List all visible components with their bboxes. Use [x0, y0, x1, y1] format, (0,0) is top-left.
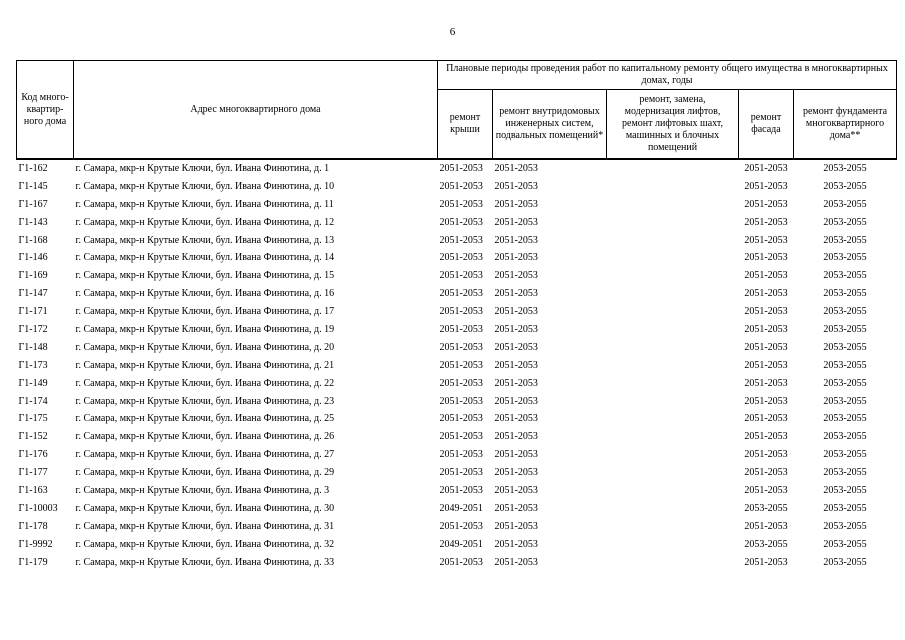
- cell-facade: 2051-2053: [744, 431, 788, 443]
- cell-facade: 2053-2055: [744, 538, 788, 550]
- cell-lifts: [607, 232, 739, 250]
- cell-code: Г1-172: [18, 323, 48, 335]
- cell-foundation: 2053-2055: [823, 234, 867, 246]
- cell-systems: 2051-2053: [494, 359, 538, 371]
- cell-address: г. Самара, мкр-н Крутые Ключи, бул. Ивана Финютина, д. 31: [75, 520, 335, 532]
- table-row: [17, 321, 897, 339]
- table-row: [17, 285, 897, 303]
- cell-address: г. Самара, мкр-н Крутые Ключи, бул. Ивана Финютина, д. 13: [75, 234, 335, 246]
- table-row: [17, 249, 897, 267]
- cell-foundation: 2053-2055: [823, 323, 867, 335]
- cell-roof: 2051-2053: [438, 159, 493, 178]
- cell-roof: 2049-2051: [439, 502, 483, 514]
- cell-systems: 2051-2053: [494, 180, 538, 192]
- cell-facade: 2051-2053: [739, 159, 794, 178]
- cell-lifts: [607, 285, 739, 303]
- header-facade: ремонт фасада: [739, 90, 794, 160]
- cell-code: Г1-179: [18, 556, 48, 568]
- cell-code: Г1-147: [18, 288, 48, 300]
- cell-roof: 2051-2053: [439, 449, 483, 461]
- cell-facade: 2051-2053: [744, 395, 788, 407]
- cell-foundation: 2053-2055: [823, 252, 867, 264]
- cell-lifts: [607, 410, 739, 428]
- cell-systems: 2051-2053: [494, 216, 538, 228]
- table-row: [17, 232, 897, 250]
- cell-facade: 2051-2053: [744, 449, 788, 461]
- cell-lifts: [607, 178, 739, 196]
- cell-foundation: 2053-2055: [823, 538, 867, 550]
- table-row: [17, 464, 897, 482]
- cell-code: Г1-174: [18, 395, 48, 407]
- cell-facade: 2051-2053: [744, 216, 788, 228]
- cell-code: Г1-163: [18, 484, 48, 496]
- cell-systems: 2051-2053: [494, 413, 538, 425]
- cell-foundation: 2053-2055: [823, 270, 867, 282]
- cell-systems: 2051-2053: [494, 449, 538, 461]
- cell-address: г. Самара, мкр-н Крутые Ключи, бул. Ивана Финютина, д. 29: [75, 467, 335, 479]
- cell-lifts: [607, 339, 739, 357]
- cell-code: Г1-168: [18, 234, 48, 246]
- header-lifts: ремонт, замена, модернизация лифтов, ремонт лифтовых шахт, машинных и блочных помещений: [607, 90, 739, 160]
- cell-lifts: [607, 159, 739, 178]
- cell-lifts: [607, 554, 739, 572]
- cell-systems: 2051-2053: [494, 467, 538, 479]
- table-row: [17, 500, 897, 518]
- cell-address: г. Самара, мкр-н Крутые Ключи, бул. Ивана Финютина, д. 27: [75, 449, 335, 461]
- cell-address: г. Самара, мкр-н Крутые Ключи, бул. Ивана Финютина, д. 1: [74, 159, 438, 178]
- cell-lifts: [607, 214, 739, 232]
- cell-roof: 2051-2053: [439, 467, 483, 479]
- cell-code: Г1-146: [18, 252, 48, 264]
- cell-systems: 2051-2053: [494, 431, 538, 443]
- cell-code: Г1-178: [18, 520, 48, 532]
- cell-systems: 2051-2053: [494, 395, 538, 407]
- cell-code: Г1-176: [18, 449, 48, 461]
- cell-roof: 2051-2053: [439, 556, 483, 568]
- cell-lifts: [607, 196, 739, 214]
- cell-foundation: 2053-2055: [823, 520, 867, 532]
- cell-code: Г1-152: [18, 431, 48, 443]
- cell-roof: 2051-2053: [439, 484, 483, 496]
- cell-facade: 2051-2053: [744, 323, 788, 335]
- cell-facade: 2051-2053: [744, 556, 788, 568]
- cell-lifts: [607, 357, 739, 375]
- cell-systems: 2051-2053: [494, 198, 538, 210]
- table-row: [17, 410, 897, 428]
- page-number: 6: [449, 26, 456, 38]
- cell-roof: 2051-2053: [439, 520, 483, 532]
- cell-foundation: 2053-2055: [823, 502, 867, 514]
- header-systems: ремонт внутридомовых инженерных систем, подвальных помещений*: [493, 90, 607, 160]
- cell-address: г. Самара, мкр-н Крутые Ключи, бул. Ивана Финютина, д. 33: [75, 556, 335, 568]
- cell-systems: 2051-2053: [494, 502, 538, 514]
- cell-lifts: [607, 428, 739, 446]
- cell-foundation: 2053-2055: [823, 413, 867, 425]
- cell-systems: 2051-2053: [494, 323, 538, 335]
- cell-address: г. Самара, мкр-н Крутые Ключи, бул. Ивана Финютина, д. 11: [75, 198, 334, 210]
- cell-lifts: [607, 303, 739, 321]
- header-roof: ремонт крыши: [438, 90, 493, 160]
- cell-systems: 2051-2053: [494, 270, 538, 282]
- cell-lifts: [607, 393, 739, 411]
- cell-foundation: 2053-2055: [823, 467, 867, 479]
- table-row: [17, 393, 897, 411]
- cell-facade: 2051-2053: [744, 252, 788, 264]
- cell-systems: 2051-2053: [493, 159, 607, 178]
- cell-systems: 2051-2053: [494, 341, 538, 353]
- cell-code: Г1-175: [18, 413, 48, 425]
- cell-code: Г1-10003: [18, 502, 58, 514]
- cell-systems: 2051-2053: [494, 234, 538, 246]
- cell-address: г. Самара, мкр-н Крутые Ключи, бул. Ивана Финютина, д. 21: [75, 359, 335, 371]
- cell-roof: 2051-2053: [439, 288, 483, 300]
- table-row: [17, 214, 897, 232]
- cell-lifts: [607, 518, 739, 536]
- cell-address: г. Самара, мкр-н Крутые Ключи, бул. Ивана Финютина, д. 22: [75, 377, 335, 389]
- table-body: [17, 159, 897, 571]
- cell-foundation: 2053-2055: [823, 556, 867, 568]
- cell-facade: 2051-2053: [744, 520, 788, 532]
- cell-roof: 2051-2053: [439, 180, 483, 192]
- cell-facade: 2051-2053: [744, 306, 788, 318]
- cell-address: г. Самара, мкр-н Крутые Ключи, бул. Ивана Финютина, д. 25: [75, 413, 335, 425]
- cell-roof: 2051-2053: [439, 252, 483, 264]
- cell-foundation: 2053-2055: [823, 377, 867, 389]
- table-row: [17, 196, 897, 214]
- cell-systems: 2051-2053: [494, 484, 538, 496]
- header-planned-periods: Плановые периоды проведения работ по капитальному ремонту общего имущества в многоквартирных домах, годы: [438, 61, 897, 90]
- table-row: [17, 375, 897, 393]
- cell-address: г. Самара, мкр-н Крутые Ключи, бул. Ивана Финютина, д. 3: [75, 484, 330, 496]
- cell-lifts: [607, 446, 739, 464]
- capital-repair-schedule-table: [16, 60, 897, 571]
- cell-address: г. Самара, мкр-н Крутые Ключи, бул. Ивана Финютина, д. 30: [75, 502, 335, 514]
- cell-foundation: 2053-2055: [823, 216, 867, 228]
- cell-address: г. Самара, мкр-н Крутые Ключи, бул. Ивана Финютина, д. 17: [75, 306, 335, 318]
- table-row: [17, 536, 897, 554]
- table-row: [17, 428, 897, 446]
- cell-lifts: [607, 500, 739, 518]
- cell-foundation: 2053-2055: [823, 359, 867, 371]
- cell-address: г. Самара, мкр-н Крутые Ключи, бул. Ивана Финютина, д. 10: [75, 180, 335, 192]
- cell-lifts: [607, 464, 739, 482]
- cell-facade: 2051-2053: [744, 467, 788, 479]
- table-row: [17, 357, 897, 375]
- cell-foundation: 2053-2055: [823, 431, 867, 443]
- cell-address: г. Самара, мкр-н Крутые Ключи, бул. Ивана Финютина, д. 23: [75, 395, 335, 407]
- cell-foundation: 2053-2055: [823, 180, 867, 192]
- cell-code: Г1-143: [18, 216, 48, 228]
- table-row: [17, 267, 897, 285]
- cell-roof: 2051-2053: [439, 395, 483, 407]
- cell-systems: 2051-2053: [494, 520, 538, 532]
- cell-code: Г1-162: [17, 159, 74, 178]
- cell-roof: 2051-2053: [439, 306, 483, 318]
- table-row: [17, 446, 897, 464]
- header-code: Код много-квартир-ного дома: [17, 61, 74, 160]
- cell-roof: 2051-2053: [439, 341, 483, 353]
- cell-foundation: 2053-2055: [823, 395, 867, 407]
- cell-systems: 2051-2053: [494, 252, 538, 264]
- table-row: [17, 518, 897, 536]
- cell-code: Г1-149: [18, 377, 48, 389]
- cell-code: Г1-171: [18, 306, 48, 318]
- cell-roof: 2051-2053: [439, 377, 483, 389]
- table-row: [17, 339, 897, 357]
- cell-systems: 2051-2053: [494, 538, 538, 550]
- cell-lifts: [607, 482, 739, 500]
- table-row: [17, 482, 897, 500]
- cell-facade: 2051-2053: [744, 359, 788, 371]
- cell-address: г. Самара, мкр-н Крутые Ключи, бул. Ивана Финютина, д. 20: [75, 341, 335, 353]
- cell-address: г. Самара, мкр-н Крутые Ключи, бул. Ивана Финютина, д. 26: [75, 431, 335, 443]
- cell-roof: 2051-2053: [439, 198, 483, 210]
- cell-code: Г1-169: [18, 270, 48, 282]
- cell-facade: 2051-2053: [744, 198, 788, 210]
- cell-foundation: 2053-2055: [823, 484, 867, 496]
- cell-foundation: 2053-2055: [794, 159, 897, 178]
- cell-facade: 2051-2053: [744, 341, 788, 353]
- cell-foundation: 2053-2055: [823, 341, 867, 353]
- cell-foundation: 2053-2055: [823, 288, 867, 300]
- cell-foundation: 2053-2055: [823, 306, 867, 318]
- cell-lifts: [607, 536, 739, 554]
- header-foundation: ремонт фундамента многоквартирного дома**: [794, 90, 897, 160]
- cell-foundation: 2053-2055: [823, 449, 867, 461]
- cell-roof: 2051-2053: [439, 216, 483, 228]
- cell-systems: 2051-2053: [494, 377, 538, 389]
- cell-roof: 2051-2053: [439, 323, 483, 335]
- cell-systems: 2051-2053: [494, 288, 538, 300]
- cell-address: г. Самара, мкр-н Крутые Ключи, бул. Ивана Финютина, д. 16: [75, 288, 335, 300]
- table-row: [17, 159, 897, 178]
- cell-address: г. Самара, мкр-н Крутые Ключи, бул. Ивана Финютина, д. 15: [75, 270, 335, 282]
- table-row: [17, 178, 897, 196]
- cell-code: Г1-9992: [18, 538, 53, 550]
- cell-roof: 2049-2051: [439, 538, 483, 550]
- cell-systems: 2051-2053: [494, 556, 538, 568]
- cell-lifts: [607, 267, 739, 285]
- cell-facade: 2051-2053: [744, 377, 788, 389]
- cell-facade: 2051-2053: [744, 413, 788, 425]
- cell-code: Г1-148: [18, 341, 48, 353]
- cell-address: г. Самара, мкр-н Крутые Ключи, бул. Ивана Финютина, д. 12: [75, 216, 335, 228]
- cell-facade: 2051-2053: [744, 234, 788, 246]
- cell-facade: 2051-2053: [744, 484, 788, 496]
- cell-roof: 2051-2053: [439, 270, 483, 282]
- cell-facade: 2051-2053: [744, 180, 788, 192]
- cell-code: Г1-177: [18, 467, 48, 479]
- cell-systems: 2051-2053: [494, 306, 538, 318]
- cell-roof: 2051-2053: [439, 413, 483, 425]
- cell-code: Г1-167: [18, 198, 48, 210]
- cell-lifts: [607, 375, 739, 393]
- cell-roof: 2051-2053: [439, 234, 483, 246]
- cell-lifts: [607, 321, 739, 339]
- header-address: Адрес многоквартирного дома: [74, 61, 438, 160]
- cell-code: Г1-173: [18, 359, 48, 371]
- cell-facade: 2053-2055: [744, 502, 788, 514]
- cell-roof: 2051-2053: [439, 359, 483, 371]
- cell-facade: 2051-2053: [744, 288, 788, 300]
- cell-foundation: 2053-2055: [823, 198, 867, 210]
- cell-lifts: [607, 249, 739, 267]
- cell-roof: 2051-2053: [439, 431, 483, 443]
- cell-address: г. Самара, мкр-н Крутые Ключи, бул. Ивана Финютина, д. 19: [75, 323, 335, 335]
- table-row: [17, 303, 897, 321]
- table-row: [17, 554, 897, 572]
- cell-address: г. Самара, мкр-н Крутые Ключи, бул. Ивана Финютина, д. 32: [75, 538, 335, 550]
- cell-code: Г1-145: [18, 180, 48, 192]
- table-header: [17, 61, 897, 160]
- cell-address: г. Самара, мкр-н Крутые Ключи, бул. Ивана Финютина, д. 14: [75, 252, 335, 264]
- cell-facade: 2051-2053: [744, 270, 788, 282]
